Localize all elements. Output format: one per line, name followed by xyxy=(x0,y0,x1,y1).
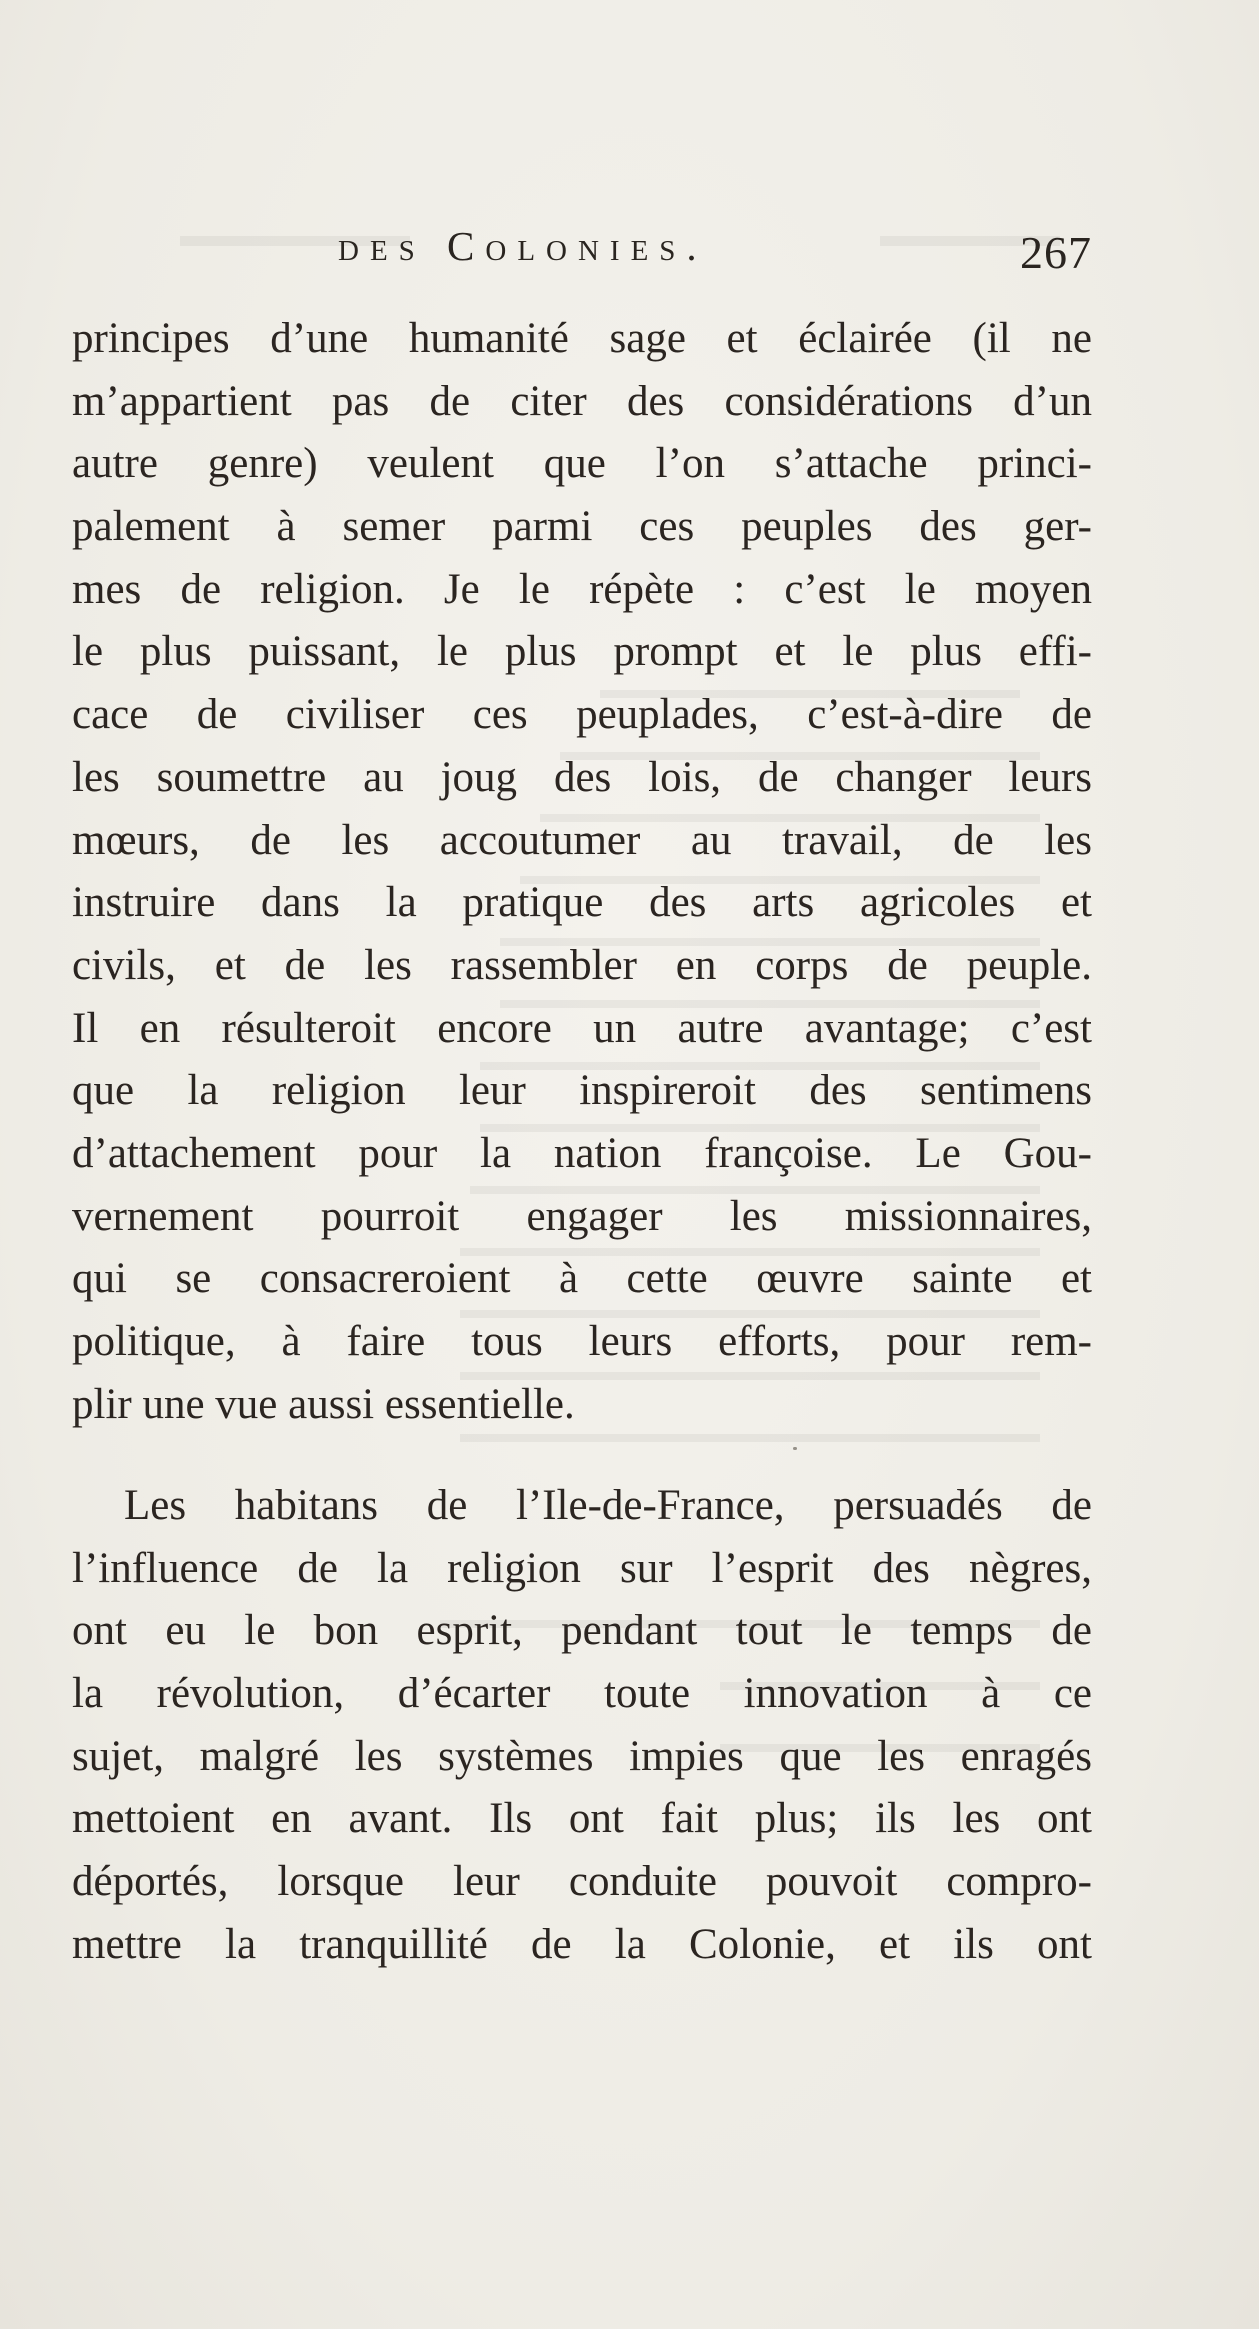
text-line: d’attachement pour la nation françoise. Le Gou- xyxy=(72,1129,1092,1177)
paragraph-2 xyxy=(72,1475,1092,1977)
text-line: déportés, lorsque leur conduite pouvoit compro- xyxy=(72,1858,1092,1906)
running-head: des Colonies. xyxy=(338,223,708,269)
text-line: politique, à faire tous leurs efforts, pour rem- xyxy=(72,1318,1092,1365)
text-line: palement à semer parmi ces peuples des ger- xyxy=(72,503,1092,551)
page-header xyxy=(72,222,1092,282)
text-line: la révolution, d’écarter toute innovation à ce xyxy=(72,1670,1092,1718)
text-line: principes d’une humanité sage et éclairée (il ne xyxy=(72,315,1092,362)
text-line: mes de religion. Je le répète : c’est le moyen xyxy=(72,565,1092,613)
text-line: sujet, malgré les systèmes impies que les enragés xyxy=(72,1732,1092,1780)
text-line: m’appartient pas de citer des considérations d’un xyxy=(72,377,1092,425)
text-line: Il en résulteroit encore un autre avantage; c’est xyxy=(72,1004,1092,1052)
paragraph-1 xyxy=(72,308,1092,1436)
text-line: qui se consacreroient à cette œuvre sainte et xyxy=(72,1255,1092,1303)
text-line: le plus puissant, le plus prompt et le plus effi- xyxy=(72,628,1092,676)
text-line: les soumettre au joug des lois, de changer leurs xyxy=(72,753,1092,801)
text-line: plir une vue aussi essentielle. xyxy=(72,1380,575,1428)
text-line: vernement pourroit engager les missionnaires, xyxy=(72,1192,1092,1240)
text-line: mettoient en avant. Ils ont fait plus; ils les ont xyxy=(72,1795,1092,1843)
text-line: mœurs, de les accoutumer au travail, de les xyxy=(72,816,1092,864)
text-line: civils, et de les rassembler en corps de peuple. xyxy=(72,941,1092,989)
text-line: mettre la tranquillité de la Colonie, et ils ont xyxy=(72,1920,1092,1968)
text-line: instruire dans la pratique des arts agricoles et xyxy=(72,879,1092,927)
text-line: Les habitans de l’Ile-de-France, persuadés de xyxy=(124,1482,1092,1529)
page-number: 267 xyxy=(1020,227,1092,278)
text-line: cace de civiliser ces peuplades, c’est-à-dire de xyxy=(72,691,1092,739)
text-line: que la religion leur inspireroit des sentimens xyxy=(72,1067,1092,1115)
text-line: autre genre) veulent que l’on s’attache princi- xyxy=(72,440,1092,488)
text-line: ont eu le bon esprit, pendant tout le temps de xyxy=(72,1607,1092,1655)
text-line: l’influence de la religion sur l’esprit des nègres, xyxy=(72,1544,1092,1592)
ink-speck xyxy=(793,1447,797,1450)
